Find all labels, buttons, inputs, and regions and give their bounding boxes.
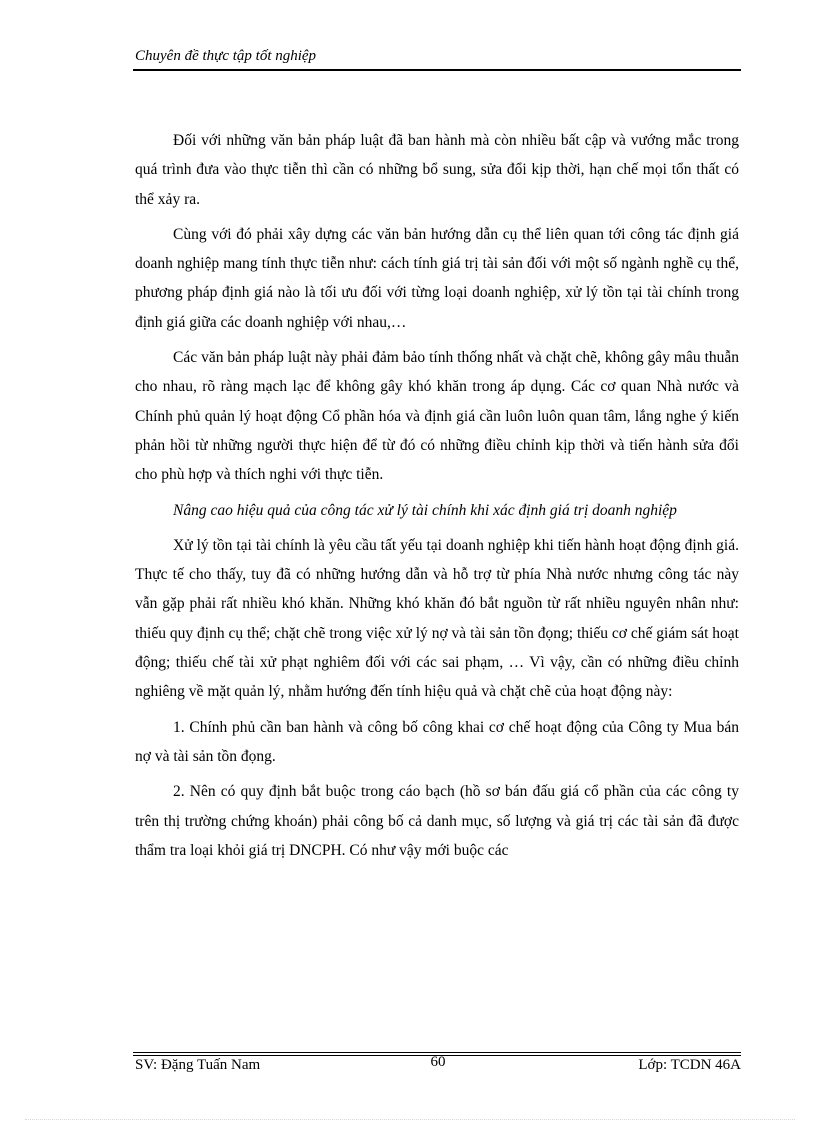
document-body [135,126,739,871]
header-divider [133,69,741,71]
page-footer [135,1054,741,1077]
footer-class: Lớp: TCDN 46A [638,1057,741,1073]
list-item: 1. Chính phủ cần ban hành và công bố công khai cơ chế hoạt động của Công ty Mua bán nợ và tài sản tồn đọng. [135,718,739,765]
paragraph: Đối với những văn bản pháp luật đã ban hành mà còn nhiều bất cập và vướng mắc trong quá trình đưa vào thực tiễn thì cần có những bổ sung, sửa đổi kịp thời, hạn chế mọi tổn thất có thể xảy ra. [135,132,739,208]
section-heading: Nâng cao hiệu quả của công tác xử lý tài chính khi xác định giá trị doanh nghiệp [173,501,677,519]
page-edge [25,1119,795,1120]
list-item: 2. Nên có quy định bắt buộc trong cáo bạch (hồ sơ bán đấu giá cổ phần của các công ty trên thị trường chứng khoán) phải công bố cả danh mục, số lượng và giá trị các tài sản đã được thẩm tra loại khỏi giá trị DNCPH. Có như vậy mới buộc các [135,783,739,859]
paragraph: Cùng với đó phải xây dựng các văn bản hướng dẫn cụ thể liên quan tới công tác định giá doanh nghiệp mang tính thực tiễn như: cách tính giá trị tài sản đối với một số ngành nghề cụ thể, phương pháp định giá nào là tối ưu đối với từng loại doanh nghiệp, xử lý tồn tại tài chính trong định giá giữa các doanh nghiệp với nhau,… [135,225,739,331]
page-number: 60 [430,1054,446,1070]
paragraph: Xử lý tồn tại tài chính là yêu cầu tất yếu tại doanh nghiệp khi tiến hành hoạt động định giá. Thực tế cho thấy, tuy đã có những hướng dẫn và hỗ trợ từ phía Nhà nước nhưng công tác này vẫn gặp phải rất nhiều khó khăn. Những khó khăn đó bắt nguồn từ rất nhiều nguyên nhân như: thiếu quy định cụ thể; chặt chẽ trong việc xử lý nợ và tài sản tồn đọng; thiếu cơ chế giám sát hoạt động; thiếu chế tài xử phạt nghiêm đối với các sai phạm, … Vì vậy, cần có những điều chỉnh nghiêng về mặt quản lý, nhằm hướng đến tính hiệu quả và chặt chẽ của hoạt động này: [135,536,739,701]
page-header-title: Chuyên đề thực tập tốt nghiệp [135,48,317,64]
footer-divider [133,1052,741,1053]
paragraph: Các văn bản pháp luật này phải đảm bảo tính thống nhất và chặt chẽ, không gây mâu thuẫn cho nhau, rõ ràng mạch lạc để không gây khó khăn trong áp dụng. Các cơ quan Nhà nước và Chính phủ quản lý hoạt động Cổ phần hóa và định giá cần luôn luôn quan tâm, lắng nghe ý kiến phản hồi từ những người thực hiện để từ đó có những điều chỉnh kịp thời và tiến hành sửa đổi cho phù hợp và thích nghi với thực tiễn. [135,349,739,484]
footer-student: SV: Đặng Tuấn Nam [135,1057,261,1073]
